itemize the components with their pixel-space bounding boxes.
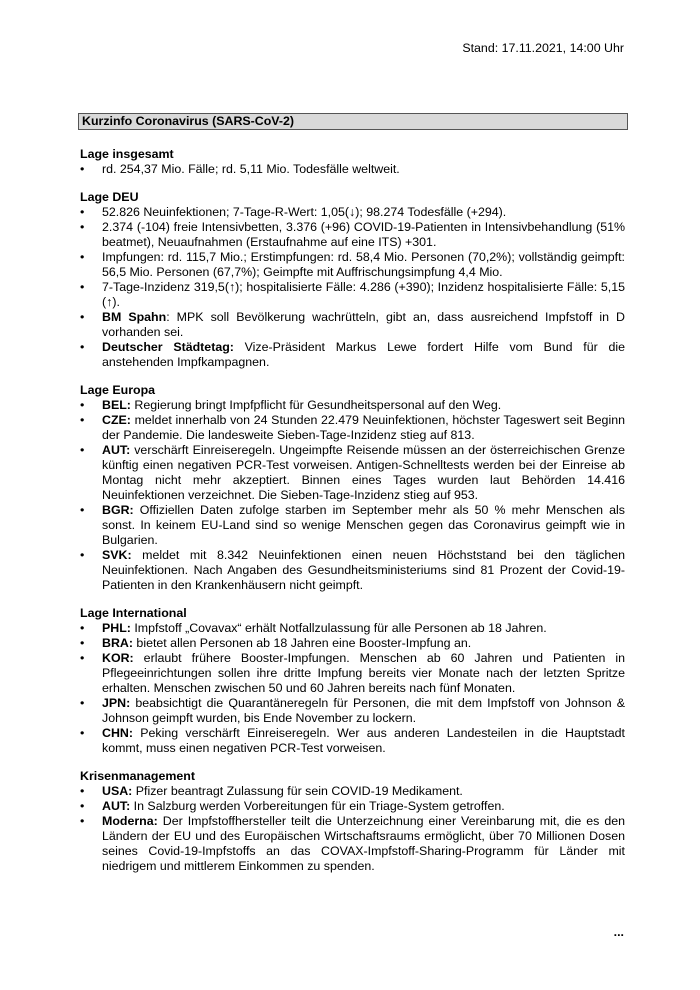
- item-text: Regierung bringt Impfpflicht für Gesundheitspersonal auf den Weg.: [130, 398, 502, 412]
- section-title: Lage Europa: [80, 383, 156, 397]
- item-lead: JPN:: [102, 696, 131, 710]
- list-item: [80, 548, 625, 593]
- bullet-list: [80, 784, 625, 874]
- page-continuation-marker: ...: [613, 925, 624, 939]
- item-text: erlaubt frühere Booster-Impfungen. Menschen ab 60 Jahren und Patienten in Pflegeeinrichtungen sollen ihre dritte Impfung bereits vier Monate nach der letzten Spritze erhalten. Menschen zwischen 50 und 60 Jahren bereits nach fünf Monaten.: [102, 651, 625, 695]
- list-item: [80, 340, 625, 370]
- item-text: 2.374 (-104) freie Intensivbetten, 3.376 (+96) COVID-19-Patienten in Intensivbehandlung (51% beatmet), Neuaufnahmen (Erstaufnahme auf eine ITS) +301.: [102, 220, 625, 249]
- list-item: [80, 814, 625, 874]
- item-lead: Deutscher Städtetag:: [102, 340, 234, 354]
- bullet-list: [80, 205, 625, 370]
- item-lead: CZE:: [102, 413, 131, 427]
- section: [80, 190, 625, 370]
- list-item: [80, 250, 625, 280]
- document-title-banner: Kurzinfo Coronavirus (SARS-CoV-2): [78, 113, 628, 130]
- list-item: [80, 651, 625, 696]
- item-text: Impfungen: rd. 115,7 Mio.; Erstimpfungen: rd. 58,4 Mio. Personen (70,2%); vollständig geimpft: 56,5 Mio. Personen (67,7%); Geimpfte mit Auffrischungsimpfung 4,4 Mio.: [102, 250, 625, 279]
- item-lead: BEL:: [102, 398, 131, 412]
- item-lead: PHL:: [102, 621, 131, 635]
- section-title: Krisenmanagement: [80, 769, 195, 783]
- item-lead: USA:: [102, 784, 133, 798]
- section-title: Lage International: [80, 606, 187, 620]
- item-text: Der Impfstoffhersteller teilt die Unterzeichnung einer Vereinbarung mit, die es den Ländern der EU und des Europäischen Wirtschaftsraums ermöglicht, über 70 Millionen Dosen seines Covid-19-Impfstoffs an das COVAX-Impfstoff-Sharing-Programm für Länder mit niedrigem und mittlerem Einkommen zu spenden.: [102, 814, 625, 873]
- section: [80, 147, 625, 177]
- list-item: [80, 696, 625, 726]
- item-text: meldet mit 8.342 Neuinfektionen einen neuen Höchststand bei den täglichen Neuinfektionen. Nach Angaben des Gesundheitsministeriums sind 81 Prozent der Covid-19-Patienten in den Krankenhäusern nicht geimpft.: [102, 548, 625, 592]
- list-item: [80, 726, 625, 756]
- bullet-list: [80, 398, 625, 593]
- item-text: Peking verschärft Einreiseregeln. Wer aus anderen Landesteilen in die Hauptstadt kommt, muss einen negativen PCR-Test vorweisen.: [102, 726, 625, 755]
- item-text: : MPK soll Bevölkerung wachrütteln, gibt an, dass ausreichend Impfstoff in D vorhanden sei.: [102, 310, 626, 339]
- list-item: [80, 621, 625, 636]
- item-text: Pfizer beantragt Zulassung für sein COVID-19 Medikament.: [132, 784, 463, 798]
- list-item: [80, 310, 625, 340]
- list-item: [80, 413, 625, 443]
- item-text: bietet allen Personen ab 18 Jahren eine Booster-Impfung an.: [132, 636, 472, 650]
- item-lead: CHN:: [102, 726, 133, 740]
- list-item: [80, 443, 625, 503]
- bullet-list: [80, 162, 625, 177]
- list-item: [80, 280, 625, 310]
- list-item: [80, 162, 625, 177]
- list-item: [80, 205, 625, 220]
- item-lead: BGR:: [102, 503, 134, 517]
- item-lead: KOR:: [102, 651, 134, 665]
- list-item: [80, 636, 625, 651]
- section: [80, 769, 625, 874]
- section: [80, 383, 625, 593]
- item-text: Impfstoff „Covavax“ erhält Notfallzulassung für alle Personen ab 18 Jahren.: [130, 621, 547, 635]
- item-text: verschärft Einreiseregeln. Ungeimpfte Reisende müssen an der österreichischen Grenze künftig einen negativen PCR-Test vorweisen. Antigen-Schnelltests werden bei der Einreise ab Montag nicht mehr akzeptiert. Binnen eines Tages wurden laut Behörden 14.416 Neuinfektionen verzeichnet. Die Sieben-Tage-Inzidenz stieg auf 953.: [102, 443, 625, 502]
- item-text: 7-Tage-Inzidenz 319,5(↑); hospitalisierte Fälle: 4.286 (+390); Inzidenz hospitalisierte Fälle: 5,15 (↑).: [102, 280, 625, 309]
- bullet-list: [80, 621, 625, 756]
- item-text: meldet innerhalb von 24 Stunden 22.479 Neuinfektionen, höchster Tageswert seit Beginn der Pandemie. Die landesweite Sieben-Tage-Inzidenz stieg auf 813.: [102, 413, 625, 442]
- list-item: [80, 799, 625, 814]
- section: [80, 606, 625, 756]
- section-title: Lage insgesamt: [80, 147, 174, 161]
- section-title: Lage DEU: [80, 190, 139, 204]
- item-lead: AUT:: [102, 799, 131, 813]
- item-lead: Moderna:: [102, 814, 158, 828]
- item-lead: AUT:: [102, 443, 131, 457]
- list-item: [80, 784, 625, 799]
- item-text: In Salzburg werden Vorbereitungen für ein Triage-System getroffen.: [130, 799, 505, 813]
- item-text: rd. 254,37 Mio. Fälle; rd. 5,11 Mio. Todesfälle weltweit.: [102, 162, 400, 176]
- item-lead: BRA:: [102, 636, 133, 650]
- item-lead: SVK:: [102, 548, 132, 562]
- list-item: [80, 398, 625, 413]
- item-text: beabsichtigt die Quarantäneregeln für Personen, die mit dem Impfstoff von Johnson & Johnson geimpft wurden, bis Ende November zu lockern.: [102, 696, 625, 725]
- list-item: [80, 503, 625, 548]
- item-text: 52.826 Neuinfektionen; 7-Tage-R-Wert: 1,05(↓); 98.274 Todesfälle (+294).: [102, 205, 507, 219]
- list-item: [80, 220, 625, 250]
- item-text: Vize-Präsident Markus Lewe fordert Hilfe vom Bund für die anstehenden Impfkampagnen.: [102, 340, 625, 369]
- item-lead: BM Spahn: [102, 310, 167, 324]
- stand-date: Stand: 17.11.2021, 14:00 Uhr: [462, 41, 624, 55]
- document-body: [80, 147, 625, 887]
- item-text: Offiziellen Daten zufolge starben im September mehr als 50 % mehr Menschen als sonst. In keinem EU-Land sind so wenige Menschen gegen das Coronavirus geimpft wie in Bulgarien.: [102, 503, 625, 547]
